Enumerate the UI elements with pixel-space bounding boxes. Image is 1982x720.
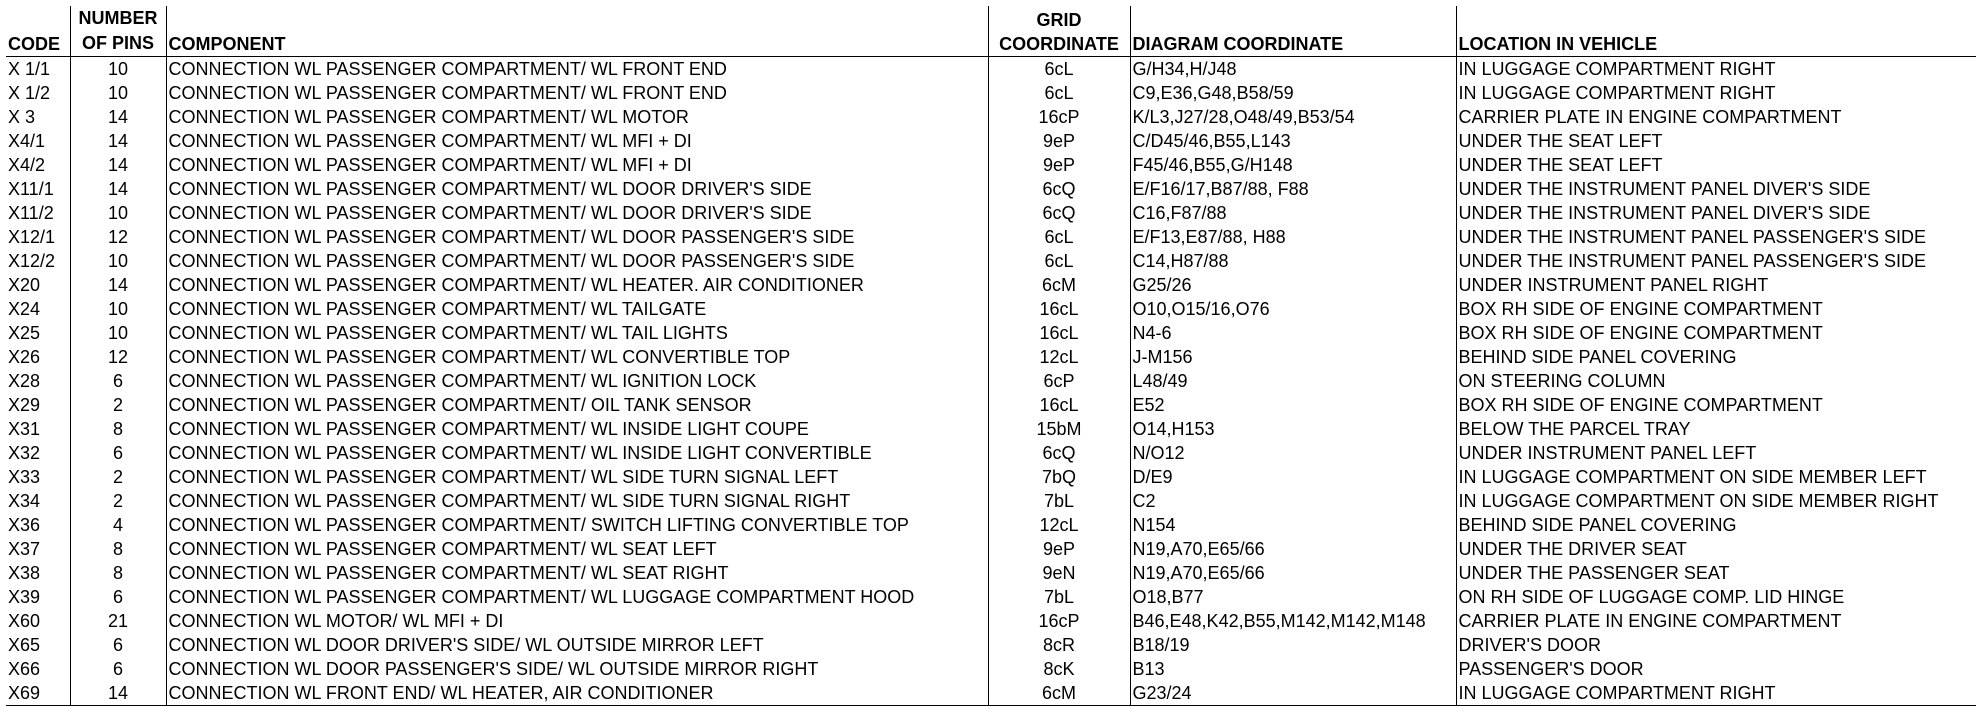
- header-code: CODE: [8, 34, 61, 54]
- cell-location-in-vehicle: UNDER INSTRUMENT PANEL RIGHT: [1456, 273, 1976, 297]
- header-grid-coordinate: [988, 6, 1130, 57]
- cell-location-in-vehicle: IN LUGGAGE COMPARTMENT RIGHT: [1456, 81, 1976, 105]
- cell-component: CONNECTION WL PASSENGER COMPARTMENT/ WL HEATER. AIR CONDITIONER: [166, 273, 988, 297]
- cell-code: X29: [8, 394, 41, 415]
- cell-code: X36: [8, 514, 41, 535]
- cell-number-of-pins: 10: [70, 249, 166, 273]
- table-row: [6, 201, 1976, 225]
- cell-number-of-pins: 10: [70, 81, 166, 105]
- cell-grid-coordinate: 8cR: [988, 633, 1130, 657]
- cell-location-in-vehicle: UNDER THE INSTRUMENT PANEL DIVER'S SIDE: [1456, 201, 1976, 225]
- table-row: [6, 561, 1976, 585]
- cell-location-in-vehicle: BEHIND SIDE PANEL COVERING: [1456, 513, 1976, 537]
- cell-code: X69: [8, 682, 41, 703]
- table-row: [6, 609, 1976, 633]
- table-body: [6, 57, 1976, 706]
- cell-code: X37: [8, 538, 41, 559]
- cell-number-of-pins: 4: [70, 513, 166, 537]
- cell-number-of-pins: 8: [70, 537, 166, 561]
- cell-location-in-vehicle: IN LUGGAGE COMPARTMENT RIGHT: [1456, 681, 1976, 706]
- table-row: [6, 489, 1976, 513]
- cell-diagram-coordinate: O10,O15/16,O76: [1130, 297, 1456, 321]
- cell-location-in-vehicle: BEHIND SIDE PANEL COVERING: [1456, 345, 1976, 369]
- cell-diagram-coordinate: O18,B77: [1130, 585, 1456, 609]
- connector-table: [6, 6, 1976, 706]
- cell-component: CONNECTION WL PASSENGER COMPARTMENT/ WL DOOR DRIVER'S SIDE: [166, 177, 988, 201]
- cell-component: CONNECTION WL PASSENGER COMPARTMENT/ WL SIDE TURN SIGNAL LEFT: [166, 465, 988, 489]
- cell-component: CONNECTION WL PASSENGER COMPARTMENT/ WL DOOR PASSENGER'S SIDE: [166, 249, 988, 273]
- cell-number-of-pins: 14: [70, 129, 166, 153]
- cell-location-in-vehicle: IN LUGGAGE COMPARTMENT RIGHT: [1456, 57, 1976, 82]
- cell-number-of-pins: 2: [70, 465, 166, 489]
- header-diagram-coordinate: DIAGRAM COORDINATE: [1130, 6, 1456, 57]
- cell-code: X32: [8, 442, 41, 463]
- table-row: [6, 657, 1976, 681]
- cell-grid-coordinate: 6cM: [988, 681, 1130, 706]
- cell-location-in-vehicle: ON RH SIDE OF LUGGAGE COMP. LID HINGE: [1456, 585, 1976, 609]
- table-row: [6, 417, 1976, 441]
- cell-location-in-vehicle: UNDER THE INSTRUMENT PANEL PASSENGER'S SIDE: [1456, 225, 1976, 249]
- cell-location-in-vehicle: UNDER THE SEAT LEFT: [1456, 153, 1976, 177]
- table-row: [6, 681, 1976, 706]
- cell-component: CONNECTION WL PASSENGER COMPARTMENT/ WL SEAT RIGHT: [166, 561, 988, 585]
- cell-number-of-pins: 6: [70, 585, 166, 609]
- cell-code: X11/1: [8, 178, 54, 199]
- cell-grid-coordinate: 12cL: [988, 345, 1130, 369]
- header-component: COMPONENT: [166, 6, 988, 57]
- cell-component: CONNECTION WL PASSENGER COMPARTMENT/ SWITCH LIFTING CONVERTIBLE TOP: [166, 513, 988, 537]
- cell-grid-coordinate: 16cP: [988, 105, 1130, 129]
- header-grid-coordinate-text: GRID COORDINATE: [999, 10, 1119, 54]
- cell-grid-coordinate: 16cL: [988, 297, 1130, 321]
- cell-grid-coordinate: 16cL: [988, 393, 1130, 417]
- header-location-in-vehicle: LOCATION IN VEHICLE: [1456, 6, 1976, 57]
- cell-component: CONNECTION WL PASSENGER COMPARTMENT/ WL INSIDE LIGHT CONVERTIBLE: [166, 441, 988, 465]
- cell-component: CONNECTION WL PASSENGER COMPARTMENT/ WL LUGGAGE COMPARTMENT HOOD: [166, 585, 988, 609]
- cell-location-in-vehicle: BOX RH SIDE OF ENGINE COMPARTMENT: [1456, 393, 1976, 417]
- cell-grid-coordinate: 9eN: [988, 561, 1130, 585]
- cell-component: CONNECTION WL PASSENGER COMPARTMENT/ WL SEAT LEFT: [166, 537, 988, 561]
- cell-grid-coordinate: 7bQ: [988, 465, 1130, 489]
- cell-number-of-pins: 10: [70, 297, 166, 321]
- cell-code: X20: [8, 274, 41, 295]
- cell-grid-coordinate: 6cQ: [988, 177, 1130, 201]
- cell-location-in-vehicle: CARRIER PLATE IN ENGINE COMPARTMENT: [1456, 609, 1976, 633]
- table-row: [6, 513, 1976, 537]
- cell-component: CONNECTION WL DOOR PASSENGER'S SIDE/ WL OUTSIDE MIRROR RIGHT: [166, 657, 988, 681]
- cell-diagram-coordinate: E/F16/17,B87/88, F88: [1130, 177, 1456, 201]
- cell-location-in-vehicle: DRIVER'S DOOR: [1456, 633, 1976, 657]
- cell-component: CONNECTION WL PASSENGER COMPARTMENT/ WL FRONT END: [166, 57, 988, 82]
- cell-component: CONNECTION WL PASSENGER COMPARTMENT/ WL TAIL LIGHTS: [166, 321, 988, 345]
- cell-grid-coordinate: 8cK: [988, 657, 1130, 681]
- cell-number-of-pins: 21: [70, 609, 166, 633]
- table-row: [6, 129, 1976, 153]
- cell-grid-coordinate: 12cL: [988, 513, 1130, 537]
- cell-number-of-pins: 2: [70, 393, 166, 417]
- cell-component: CONNECTION WL PASSENGER COMPARTMENT/ WL DOOR PASSENGER'S SIDE: [166, 225, 988, 249]
- table-row: [6, 345, 1976, 369]
- cell-component: CONNECTION WL PASSENGER COMPARTMENT/ OIL TANK SENSOR: [166, 393, 988, 417]
- cell-number-of-pins: 14: [70, 177, 166, 201]
- cell-diagram-coordinate: L48/49: [1130, 369, 1456, 393]
- cell-diagram-coordinate: C16,F87/88: [1130, 201, 1456, 225]
- table-row: [6, 585, 1976, 609]
- table-header-row: [6, 6, 1976, 57]
- cell-diagram-coordinate: O14,H153: [1130, 417, 1456, 441]
- cell-location-in-vehicle: UNDER INSTRUMENT PANEL LEFT: [1456, 441, 1976, 465]
- cell-number-of-pins: 14: [70, 153, 166, 177]
- header-number-of-pins: [70, 6, 166, 57]
- cell-location-in-vehicle: UNDER THE SEAT LEFT: [1456, 129, 1976, 153]
- table-row: [6, 273, 1976, 297]
- cell-code: X34: [8, 490, 41, 511]
- cell-location-in-vehicle: ON STEERING COLUMN: [1456, 369, 1976, 393]
- cell-number-of-pins: 14: [70, 273, 166, 297]
- cell-grid-coordinate: 9eP: [988, 129, 1130, 153]
- cell-number-of-pins: 12: [70, 345, 166, 369]
- cell-diagram-coordinate: C2: [1130, 489, 1456, 513]
- table-row: [6, 225, 1976, 249]
- table-row: [6, 153, 1976, 177]
- table-row: [6, 633, 1976, 657]
- cell-code: X31: [8, 418, 41, 439]
- cell-code: X12/2: [8, 250, 56, 271]
- cell-diagram-coordinate: B46,E48,K42,B55,M142,M142,M148: [1130, 609, 1456, 633]
- cell-component: CONNECTION WL PASSENGER COMPARTMENT/ WL TAILGATE: [166, 297, 988, 321]
- cell-number-of-pins: 2: [70, 489, 166, 513]
- cell-location-in-vehicle: UNDER THE INSTRUMENT PANEL DIVER'S SIDE: [1456, 177, 1976, 201]
- cell-code: X26: [8, 346, 41, 367]
- cell-grid-coordinate: 6cL: [988, 81, 1130, 105]
- cell-diagram-coordinate: D/E9: [1130, 465, 1456, 489]
- table-row: [6, 321, 1976, 345]
- cell-location-in-vehicle: UNDER THE PASSENGER SEAT: [1456, 561, 1976, 585]
- cell-number-of-pins: 14: [70, 681, 166, 706]
- cell-diagram-coordinate: N19,A70,E65/66: [1130, 537, 1456, 561]
- cell-code: X4/1: [8, 130, 46, 151]
- cell-component: CONNECTION WL PASSENGER COMPARTMENT/ WL MFI + DI: [166, 153, 988, 177]
- cell-number-of-pins: 12: [70, 225, 166, 249]
- cell-grid-coordinate: 7bL: [988, 489, 1130, 513]
- cell-code: X38: [8, 562, 41, 583]
- cell-component: CONNECTION WL PASSENGER COMPARTMENT/ WL DOOR DRIVER'S SIDE: [166, 201, 988, 225]
- cell-code: X 3: [8, 106, 36, 127]
- cell-code: X12/1: [8, 226, 56, 247]
- cell-component: CONNECTION WL PASSENGER COMPARTMENT/ WL MFI + DI: [166, 129, 988, 153]
- cell-diagram-coordinate: G/H34,H/J48: [1130, 57, 1456, 82]
- cell-component: CONNECTION WL MOTOR/ WL MFI + DI: [166, 609, 988, 633]
- cell-component: CONNECTION WL DOOR DRIVER'S SIDE/ WL OUTSIDE MIRROR LEFT: [166, 633, 988, 657]
- cell-grid-coordinate: 6cP: [988, 369, 1130, 393]
- table-row: [6, 393, 1976, 417]
- cell-location-in-vehicle: BOX RH SIDE OF ENGINE COMPARTMENT: [1456, 297, 1976, 321]
- cell-diagram-coordinate: E52: [1130, 393, 1456, 417]
- cell-component: CONNECTION WL PASSENGER COMPARTMENT/ WL SIDE TURN SIGNAL RIGHT: [166, 489, 988, 513]
- cell-diagram-coordinate: N/O12: [1130, 441, 1456, 465]
- cell-component: CONNECTION WL PASSENGER COMPARTMENT/ WL MOTOR: [166, 105, 988, 129]
- table-row: [6, 177, 1976, 201]
- cell-location-in-vehicle: IN LUGGAGE COMPARTMENT ON SIDE MEMBER RIGHT: [1456, 489, 1976, 513]
- cell-number-of-pins: 10: [70, 321, 166, 345]
- cell-number-of-pins: 6: [70, 633, 166, 657]
- cell-location-in-vehicle: PASSENGER'S DOOR: [1456, 657, 1976, 681]
- cell-diagram-coordinate: F45/46,B55,G/H148: [1130, 153, 1456, 177]
- table-row: [6, 441, 1976, 465]
- cell-diagram-coordinate: G23/24: [1130, 681, 1456, 706]
- cell-component: CONNECTION WL PASSENGER COMPARTMENT/ WL IGNITION LOCK: [166, 369, 988, 393]
- cell-component: CONNECTION WL PASSENGER COMPARTMENT/ WL FRONT END: [166, 81, 988, 105]
- cell-code: X 1/1: [8, 58, 51, 79]
- cell-location-in-vehicle: UNDER THE DRIVER SEAT: [1456, 537, 1976, 561]
- table-row: [6, 369, 1976, 393]
- cell-number-of-pins: 8: [70, 417, 166, 441]
- cell-diagram-coordinate: N19,A70,E65/66: [1130, 561, 1456, 585]
- cell-number-of-pins: 8: [70, 561, 166, 585]
- cell-number-of-pins: 10: [70, 201, 166, 225]
- cell-code: X11/2: [8, 202, 54, 223]
- cell-code: X4/2: [8, 154, 46, 175]
- cell-diagram-coordinate: C9,E36,G48,B58/59: [1130, 81, 1456, 105]
- cell-code: X25: [8, 322, 41, 343]
- header-number-of-pins-text: NUMBER OF PINS: [78, 8, 158, 53]
- cell-grid-coordinate: 6cL: [988, 225, 1130, 249]
- cell-location-in-vehicle: IN LUGGAGE COMPARTMENT ON SIDE MEMBER LEFT: [1456, 465, 1976, 489]
- table-row: [6, 105, 1976, 129]
- table-row: [6, 81, 1976, 105]
- cell-grid-coordinate: 9eP: [988, 153, 1130, 177]
- cell-grid-coordinate: 6cQ: [988, 201, 1130, 225]
- cell-grid-coordinate: 16cP: [988, 609, 1130, 633]
- cell-diagram-coordinate: K/L3,J27/28,O48/49,B53/54: [1130, 105, 1456, 129]
- table-row: [6, 297, 1976, 321]
- cell-grid-coordinate: 16cL: [988, 321, 1130, 345]
- cell-number-of-pins: 10: [70, 57, 166, 82]
- cell-code: X39: [8, 586, 41, 607]
- cell-diagram-coordinate: B18/19: [1130, 633, 1456, 657]
- cell-grid-coordinate: 6cQ: [988, 441, 1130, 465]
- table-row: [6, 57, 1976, 82]
- cell-component: CONNECTION WL PASSENGER COMPARTMENT/ WL CONVERTIBLE TOP: [166, 345, 988, 369]
- cell-code: X60: [8, 610, 41, 631]
- table-row: [6, 537, 1976, 561]
- cell-location-in-vehicle: CARRIER PLATE IN ENGINE COMPARTMENT: [1456, 105, 1976, 129]
- cell-component: CONNECTION WL FRONT END/ WL HEATER, AIR CONDITIONER: [166, 681, 988, 706]
- cell-diagram-coordinate: G25/26: [1130, 273, 1456, 297]
- table-row: [6, 465, 1976, 489]
- cell-grid-coordinate: 6cL: [988, 249, 1130, 273]
- cell-location-in-vehicle: BOX RH SIDE OF ENGINE COMPARTMENT: [1456, 321, 1976, 345]
- cell-grid-coordinate: 9eP: [988, 537, 1130, 561]
- cell-diagram-coordinate: C/D45/46,B55,L143: [1130, 129, 1456, 153]
- cell-diagram-coordinate: J-M156: [1130, 345, 1456, 369]
- cell-number-of-pins: 6: [70, 441, 166, 465]
- cell-number-of-pins: 6: [70, 657, 166, 681]
- cell-code: X28: [8, 370, 41, 391]
- cell-code: X24: [8, 298, 41, 319]
- cell-grid-coordinate: 15bM: [988, 417, 1130, 441]
- cell-diagram-coordinate: N4-6: [1130, 321, 1456, 345]
- cell-code: X 1/2: [8, 82, 51, 103]
- cell-diagram-coordinate: B13: [1130, 657, 1456, 681]
- cell-code: X33: [8, 466, 41, 487]
- cell-grid-coordinate: 6cM: [988, 273, 1130, 297]
- cell-code: X65: [8, 634, 41, 655]
- cell-location-in-vehicle: BELOW THE PARCEL TRAY: [1456, 417, 1976, 441]
- cell-grid-coordinate: 7bL: [988, 585, 1130, 609]
- cell-number-of-pins: 6: [70, 369, 166, 393]
- cell-component: CONNECTION WL PASSENGER COMPARTMENT/ WL INSIDE LIGHT COUPE: [166, 417, 988, 441]
- cell-grid-coordinate: 6cL: [988, 57, 1130, 82]
- cell-diagram-coordinate: N154: [1130, 513, 1456, 537]
- cell-number-of-pins: 14: [70, 105, 166, 129]
- cell-location-in-vehicle: UNDER THE INSTRUMENT PANEL PASSENGER'S SIDE: [1456, 249, 1976, 273]
- cell-diagram-coordinate: E/F13,E87/88, H88: [1130, 225, 1456, 249]
- table-row: [6, 249, 1976, 273]
- cell-code: X66: [8, 658, 41, 679]
- cell-diagram-coordinate: C14,H87/88: [1130, 249, 1456, 273]
